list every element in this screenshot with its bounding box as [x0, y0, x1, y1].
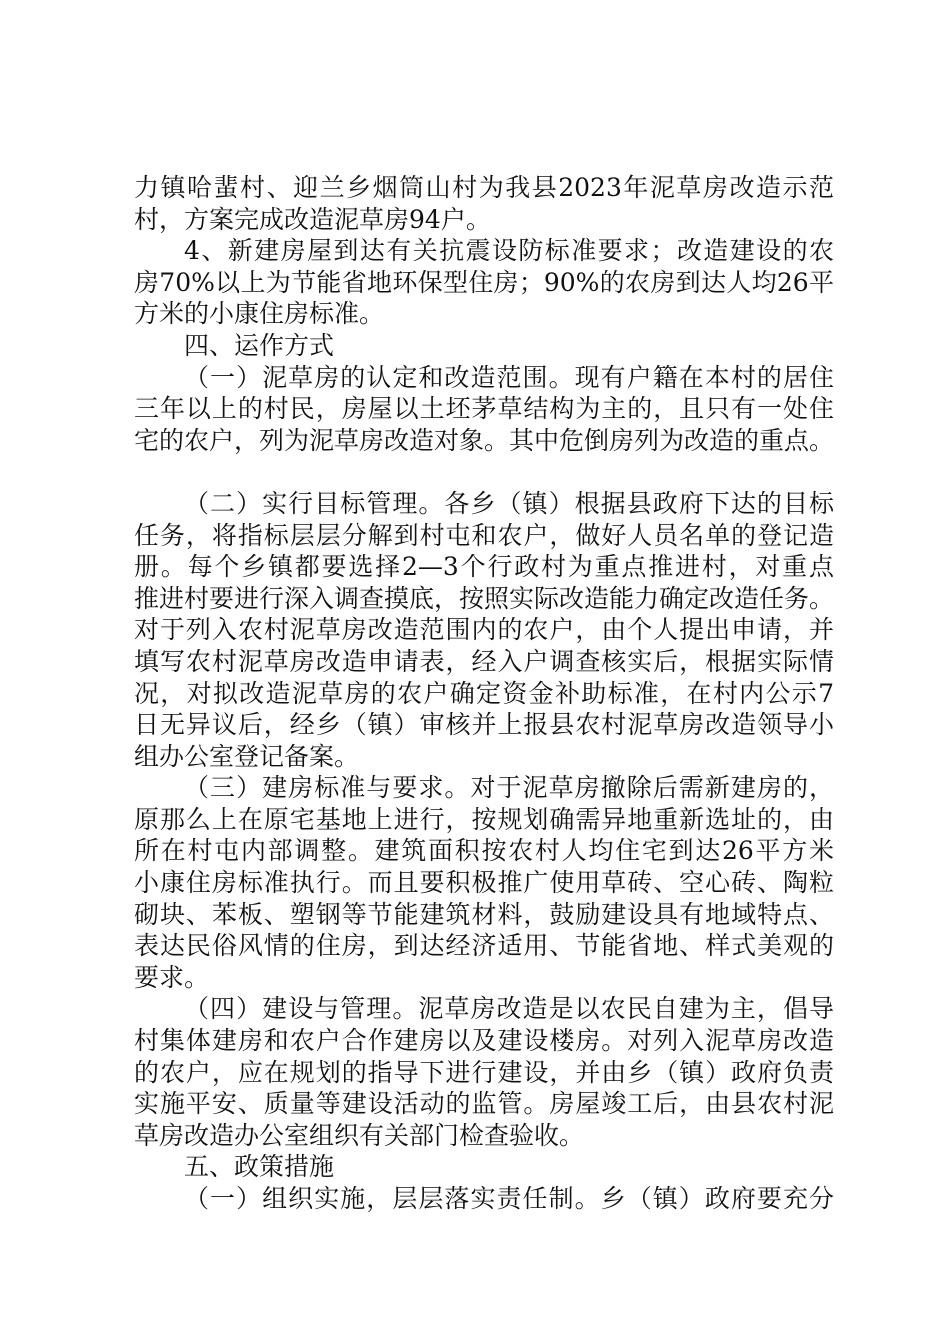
- text-line: （四）建设与管理。泥草房改造是以农民自建为主，倡导: [184, 994, 834, 1024]
- text-line: 原那么上在原宅基地上进行，按规划确需异地重新选址的，由: [134, 804, 834, 834]
- section-heading-5: [134, 1151, 834, 1183]
- text-line: 况，对拟改造泥草房的农户确定资金补助标准，在村内公示7: [134, 678, 834, 708]
- text-line: 填写农村泥草房改造申请表，经入户调查核实后，根据实际情: [134, 646, 834, 676]
- document-body: [134, 172, 834, 1215]
- text-line: 力镇哈蜚村、迎兰乡烟筒山村为我县2023年泥草房改造示范: [134, 173, 834, 202]
- text-line: 砌块、苯板、塑钢等节能建筑材料，鼓励建设具有地域特点、: [134, 899, 834, 929]
- paragraph-target-management: [134, 488, 834, 772]
- paragraph-construction-management: [134, 993, 834, 1151]
- text-line: 三年以上的村民，房屋以土坯茅草结构为主的，且只有一处住: [134, 394, 834, 424]
- text-line: 表达民俗风情的住房，到达经济适用、节能省地、样式美观的: [134, 931, 834, 961]
- paragraph-implementation: [134, 1183, 834, 1215]
- text-line: 所在村屯内部调整。建筑面积按农村人均住宅到达26平方米: [134, 836, 834, 866]
- text-line: 村集体建房和农户合作建房以及建设楼房。对列入泥草房改造: [134, 1026, 834, 1056]
- text-line: 册。每个乡镇都要选择2—3个行政村为重点推进村，对重点: [134, 552, 834, 582]
- text-line: （二）实行目标管理。各乡（镇）根据县政府下达的目标: [184, 488, 834, 518]
- text-line: 宅的农户，列为泥草房改造对象。其中危倒房列为改造的重点。: [134, 425, 835, 455]
- text-line: 房70%以上为节能省地环保型住房；90%的农房到达人均26平: [134, 267, 834, 297]
- text-line: 任务，将指标层层分解到村屯和农户，做好人员名单的登记造: [134, 520, 834, 550]
- text-line: 推进村要进行深入调查摸底，按照实际改造能力确定改造任务。: [134, 583, 835, 613]
- paragraph-building-standards: [134, 772, 834, 993]
- text-line: 草房改造办公室组织有关部门检查验收。: [134, 1120, 585, 1150]
- paragraph-gap: [134, 456, 834, 488]
- text-line: 日无异议后，经乡（镇）审核并上报县农村泥草房改造领导小: [134, 710, 834, 740]
- paragraph-continuation: [134, 172, 834, 235]
- text-line: 对于列入农村泥草房改造范围内的农户，由个人提出申请，并: [134, 615, 834, 645]
- text-line: 组办公室登记备案。: [134, 741, 360, 771]
- heading-line: 四、运作方式: [184, 330, 335, 360]
- text-line: 方米的小康住房标准。: [134, 299, 385, 329]
- heading-line: 五、政策措施: [184, 1152, 335, 1182]
- text-line: 的农户，应在规划的指导下进行建设，并由乡（镇）政府负责: [134, 1057, 834, 1087]
- section-heading-4: [134, 330, 834, 362]
- text-line: 4、新建房屋到达有关抗震设防标准要求；改造建设的农: [184, 236, 834, 266]
- text-line: 村，方案完成改造泥草房94户。: [134, 204, 491, 234]
- text-line: 实施平安、质量等建设活动的监管。房屋竣工后，由县农村泥: [134, 1089, 834, 1119]
- paragraph-scope: [134, 362, 834, 457]
- text-line: （三）建房标准与要求。对于泥草房撤除后需新建房的，: [184, 773, 834, 803]
- text-line: 小康住房标准执行。而且要积极推广使用草砖、空心砖、陶粒: [134, 868, 834, 898]
- paragraph-item-4: [134, 235, 834, 330]
- text-line: （一）组织实施，层层落实责任制。乡（镇）政府要充分: [184, 1184, 834, 1213]
- text-line: 要求。: [134, 962, 210, 992]
- text-line: （一）泥草房的认定和改造范围。现有户籍在本村的居住: [184, 362, 834, 392]
